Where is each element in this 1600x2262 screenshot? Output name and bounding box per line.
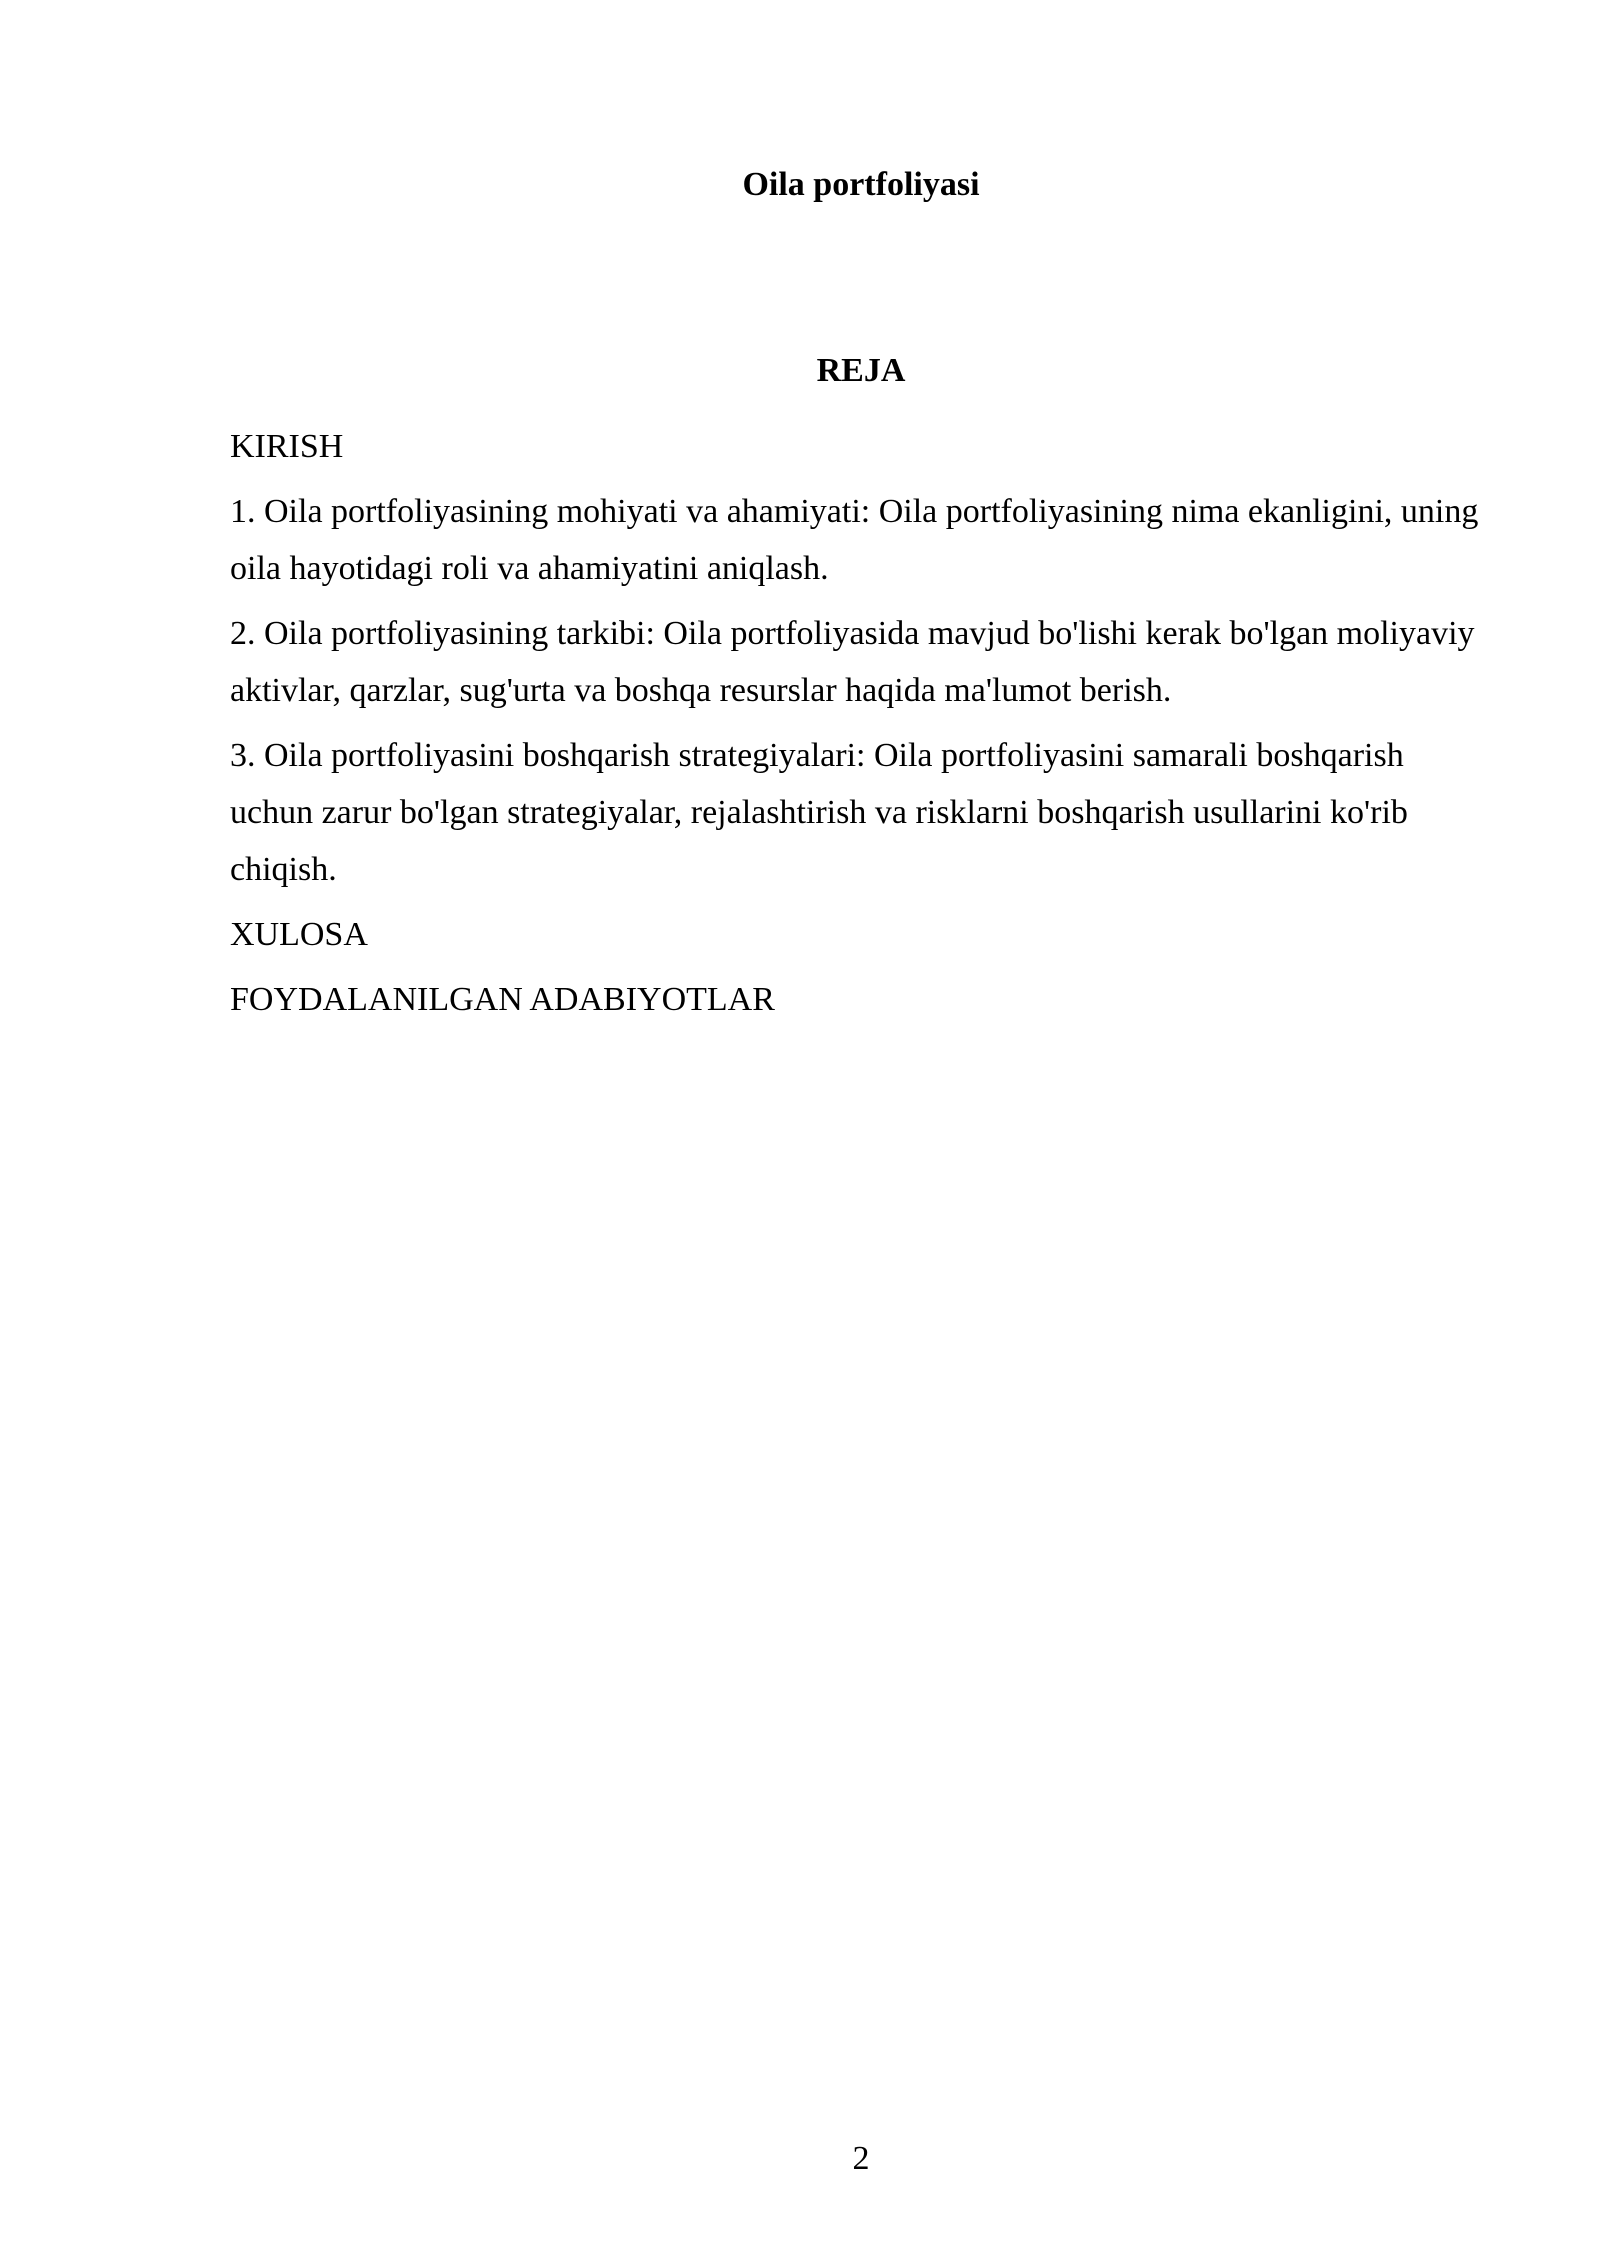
plan-heading: REJA <box>816 352 906 389</box>
plan-item-2: 2. Oila portfoliyasining tarkibi: Oila portfoliyasida mavjud bo'lishi kerak bo'lgan moliyaviy aktivlar, qarzlar, sug'urta va boshqa resurslar haqida ma'lumot berish. <box>230 615 1475 709</box>
plan-item-1: 1. Oila portfoliyasining mohiyati va ahamiyati: Oila portfoliyasining nima ekanligini, uning oila hayotidagi roli va ahamiyatini aniqlash. <box>230 493 1479 587</box>
plan-item-intro: KIRISH <box>230 428 344 465</box>
plan-item-conclusion: XULOSA <box>230 916 368 953</box>
plan-list <box>230 418 1480 1036</box>
plan-item-references: FOYDALANILGAN ADABIYOTLAR <box>230 981 775 1018</box>
page-number: 2 <box>852 2140 870 2177</box>
document-title: Oila portfoliyasi <box>742 166 980 203</box>
plan-item-3: 3. Oila portfoliyasini boshqarish strategiyalari: Oila portfoliyasini samarali boshqarish uchun zarur bo'lgan strategiyalar, rejalashtirish va risklarni boshqarish usullarini ko'rib chiqish. <box>230 737 1408 888</box>
